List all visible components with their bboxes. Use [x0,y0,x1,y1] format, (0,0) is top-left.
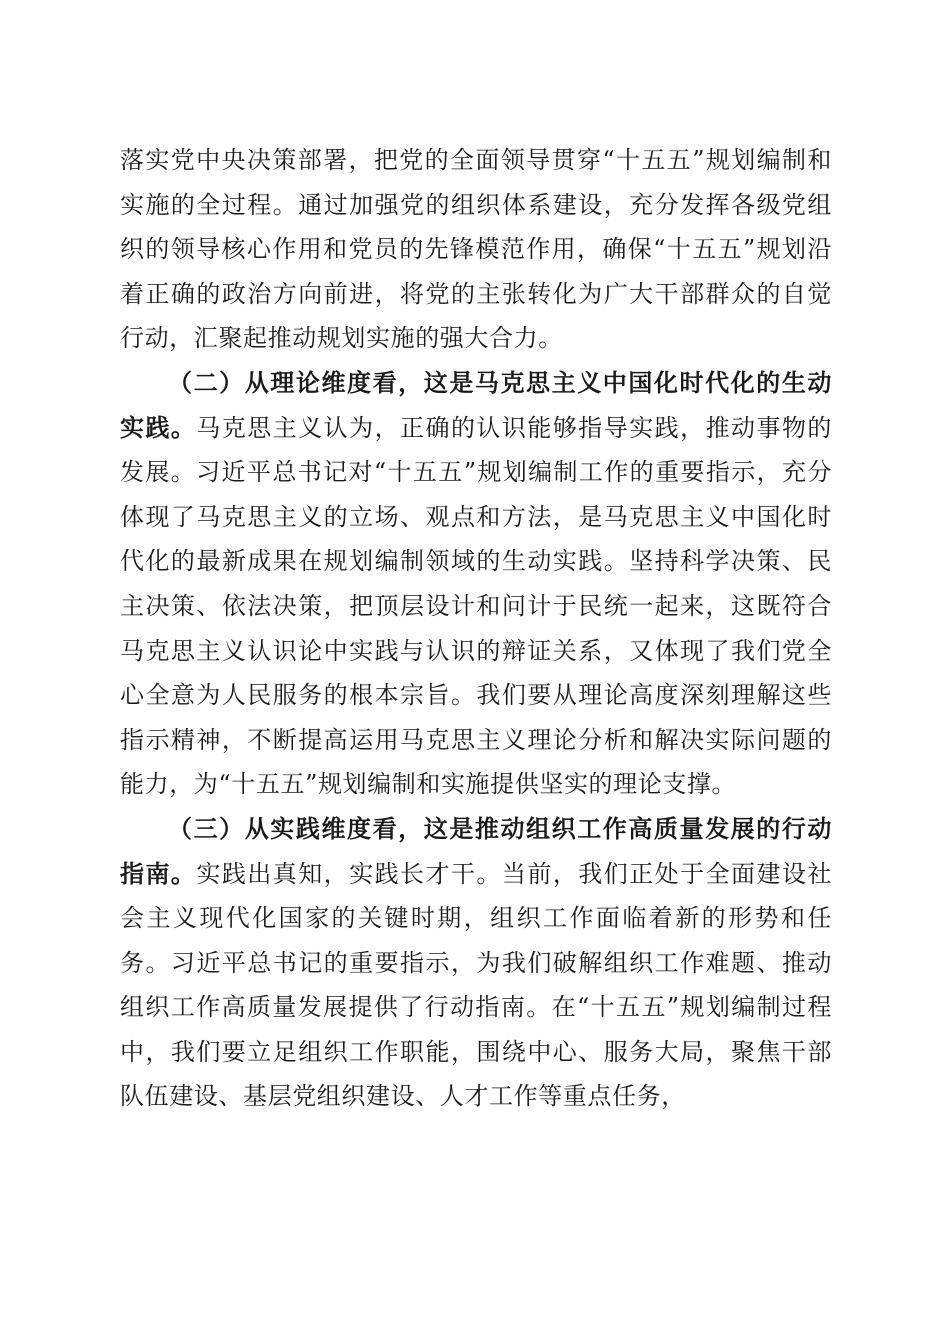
paragraph-body: 落实党中央决策部署，把党的全面领导贯穿“十五五”规划编制和实施的全过程。通过加强党的组织体系建设，充分发挥各级党组织的领导核心作用和党员的先锋模范作用，确保“十五五”规划沿着正确的政治方向前进，将党的主张转化为广大干部群众的自觉行动，汇聚起推动规划实施的强大合力。 [120,146,832,353]
paragraph-body: 实践出真知，实践长才干。当前，我们正处于全面建设社会主义现代化国家的关键时期，组织工作面临着新的形势和任务。习近平总书记的重要指示，为我们破解组织工作难题、推动组织工作高质量发展提供了行动指南。在“十五五”规划编制过程中，我们要立足组织工作职能，围绕中心、服务大局，聚焦干部队伍建设、基层党组织建设、人才工作等重点任务， [120,859,832,1111]
section-heading-theory: （二）从理论维度看，这是马克思主义中国化时代化的生动实践。 [120,367,832,442]
section-heading-practice: （三）从实践维度看，这是推动组织工作高质量发展的行动指南。 [120,813,832,888]
paragraph-body: 马克思主义认为，正确的认识能够指导实践，推动事物的发展。习近平总书记对“十五五”规划编制工作的重要指示，充分体现了马克思主义的立场、观点和方法，是马克思主义中国化时代化的最新成果在规划编制领域的生动实践。坚持科学决策、民主决策、依法决策，把顶层设计和问计于民统一起来，这既符合马克思主义认识论中实践与认识的辩证关系，又体现了我们党全心全意为人民服务的根本宗旨。我们要从理论高度深刻理解这些指示精神，不断提高运用马克思主义理论分析和解决实际问题的能力，为“十五五”规划编制和实施提供坚实的理论支撑。 [120,413,832,799]
paragraph-theory [120,361,832,807]
paragraph-practice [120,807,832,1119]
paragraph-continuation [120,138,832,361]
document-page [120,138,832,1119]
